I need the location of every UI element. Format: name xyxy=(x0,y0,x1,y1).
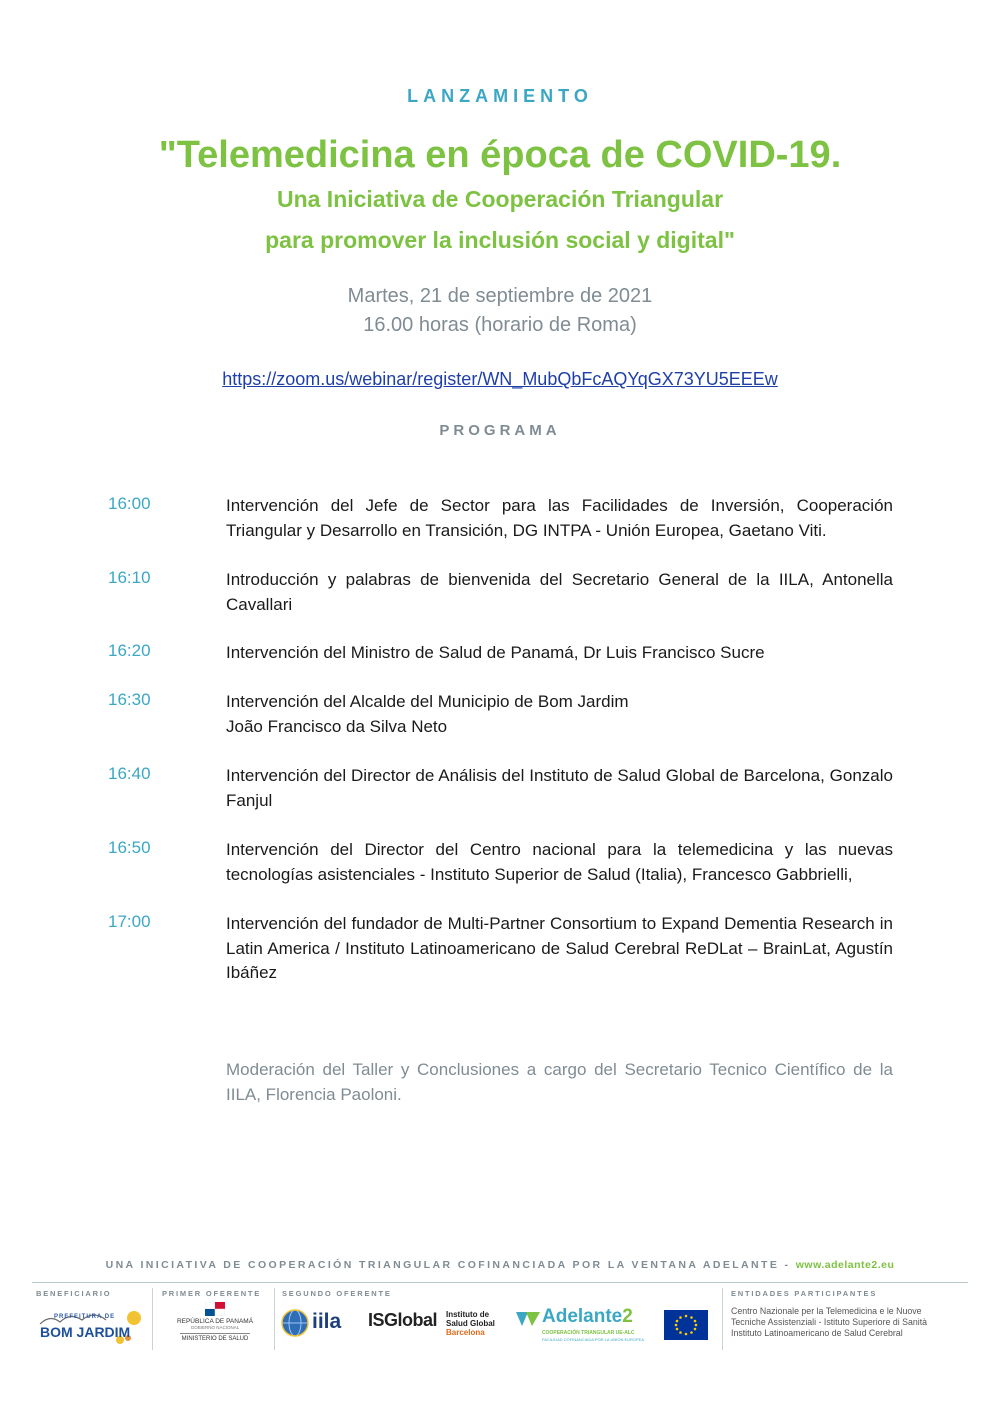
title-line-1: "Telemedicina en época de COVID-19. xyxy=(158,134,842,176)
program-text: Intervención del Director de Análisis del Instituto de Salud Global de Barcelona, Gonzalo Fanjul xyxy=(226,766,893,810)
panama-line-3: MINISTERIO DE SALUD xyxy=(181,1336,249,1342)
program-time: 17:00 xyxy=(108,912,151,931)
registration-link[interactable]: https://zoom.us/webinar/register/WN_MubQbFcAQYqGX73YU5EEEw xyxy=(222,369,778,389)
adelante-sub-2: FACILIDAD COFINANCIADA POR LA UNIÓN EUROPEA xyxy=(542,1337,645,1342)
program-time: 16:40 xyxy=(108,764,151,783)
footer-tagline xyxy=(0,1259,1000,1271)
event-time: 16.00 horas (horario de Roma) xyxy=(363,314,637,336)
label-beneficiario: BENEFICIARIO xyxy=(36,1289,112,1298)
iila-wordmark: iila xyxy=(312,1310,342,1333)
bom-jardim-logo xyxy=(36,1304,148,1348)
adelante-arrow-icon xyxy=(514,1308,542,1330)
program-text: Intervención del Ministro de Salud de Panamá, Dr Luis Francisco Sucre xyxy=(226,643,765,662)
adelante-logo xyxy=(514,1306,714,1350)
entities-list xyxy=(731,1306,927,1339)
program-time: 16:00 xyxy=(108,494,151,513)
program-text: Intervención del Jefe de Sector para las Facilidades de Inversión, Cooperación Triangular y Desarrollo en Transición, DG INTPA - Unión Europea, Gaetano Viti. xyxy=(226,496,893,540)
program-text-line: Intervención del Alcalde del Municipio de Bom Jardim xyxy=(226,692,629,711)
logo-divider xyxy=(722,1288,723,1350)
bom-jardim-name: BOM JARDIM xyxy=(40,1324,131,1340)
panama-line-2: GOBIERNO NACIONAL xyxy=(190,1325,240,1330)
adelante-sub-1: COOPERACIÓN TRIANGULAR UE-ALC xyxy=(542,1330,635,1336)
label-segundo-oferente: SEGUNDO OFERENTE xyxy=(282,1289,392,1298)
program-text-line: João Francisco da Silva Neto xyxy=(226,716,448,736)
logo-divider xyxy=(152,1288,153,1350)
entity-line: Centro Nazionale per la Telemedicina e le Nuove xyxy=(731,1306,922,1316)
bom-jardim-top: PREFEITURA DE xyxy=(54,1314,116,1320)
isglobal-wordmark: ISGlobal xyxy=(368,1310,438,1330)
panama-rule xyxy=(180,1333,250,1334)
label-primer-oferente: PRIMER OFERENTE xyxy=(162,1289,262,1298)
panama-logo xyxy=(160,1302,270,1348)
adelante-wordmark xyxy=(542,1306,633,1328)
isglobal-logo xyxy=(368,1310,508,1350)
adelante-name: Adelante xyxy=(542,1306,623,1327)
label-entidades: ENTIDADES PARTICIPANTES xyxy=(731,1289,878,1298)
eu-flag-icon xyxy=(664,1310,708,1340)
panama-line-1: REPÚBLICA DE PANAMÁ xyxy=(176,1318,254,1325)
program-text: Intervención del Director del Centro nacional para la telemedicina y las nuevas tecnologías asistenciales - Instituto Superior de Salud (Italia), Francesco Gabbrielli, xyxy=(226,840,893,884)
program-text: Intervención del fundador de Multi-Partner Consortium to Expand Dementia Research in Latin America / Instituto Latinoamericano de Salud Cerebral ReDLat – BrainLat, Agustín Ibáñez xyxy=(226,914,893,982)
isglobal-city: Barcelona xyxy=(446,1328,485,1337)
isglobal-sub-2: Salud Global xyxy=(446,1319,495,1328)
isglobal-subtitle xyxy=(446,1310,495,1337)
globe-icon xyxy=(280,1308,310,1338)
moderation-text: Moderación del Taller y Conclusiones a cargo del Secretario Tecnico Científico de la IILA, Florencia Paoloni. xyxy=(226,1060,893,1104)
kicker-label: LANZAMIENTO xyxy=(407,86,593,106)
tagline-text: UNA INICIATIVA DE COOPERACIÓN TRIANGULAR COFINANCIADA POR LA VENTANA ADELANTE - xyxy=(105,1259,796,1271)
event-date: Martes, 21 de septiembre de 2021 xyxy=(347,285,653,307)
program-text: Introducción y palabras de bienvenida del Secretario General de la IILA, Antonella Cavallari xyxy=(226,570,893,614)
registration-link-wrap xyxy=(0,369,1000,390)
website-link[interactable]: www.adelante2.eu xyxy=(795,1259,895,1271)
program-time: 16:10 xyxy=(108,568,151,587)
program-time: 16:50 xyxy=(108,838,151,857)
footer-divider xyxy=(32,1282,968,1283)
program-time: 16:20 xyxy=(108,641,151,660)
panama-flag-icon xyxy=(205,1302,225,1316)
program-heading: PROGRAMA xyxy=(439,422,561,439)
title-line-2: Una Iniciativa de Cooperación Triangular xyxy=(276,186,724,212)
entity-line: Instituto Latinoamericano de Salud Cerebral xyxy=(731,1328,903,1338)
iila-logo xyxy=(280,1306,358,1346)
adelante-number: 2 xyxy=(622,1306,633,1327)
entity-line: Tecniche Assistenziali - Istituto Superiore di Sanità xyxy=(731,1317,928,1327)
logo-divider xyxy=(274,1288,275,1350)
isglobal-sub-1: Instituto de xyxy=(446,1310,490,1319)
program-text xyxy=(226,690,893,739)
title-line-3: para promover la inclusión social y digital" xyxy=(265,227,735,253)
program-time: 16:30 xyxy=(108,690,151,709)
